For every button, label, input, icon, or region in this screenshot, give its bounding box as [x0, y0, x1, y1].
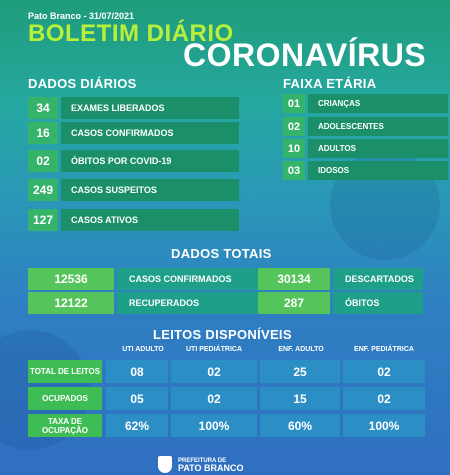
daily-row: [28, 122, 239, 144]
beds-cell: 08: [106, 360, 168, 383]
beds-cell: 60%: [260, 414, 340, 437]
bulletin-title: BOLETIM DIÁRIO: [28, 20, 234, 47]
daily-label: CASOS SUSPEITOS: [61, 179, 239, 201]
totals-label: CASOS CONFIRMADOS: [117, 268, 261, 290]
logo-line2: PATO BRANCO: [178, 462, 244, 473]
age-row: [283, 161, 448, 180]
age-row: [283, 117, 448, 136]
beds-cell: 100%: [171, 414, 257, 437]
beds-cell: 05: [106, 387, 168, 410]
bulletin-date: Pato Branco - 31/07/2021: [28, 11, 135, 21]
totals-value: 12536: [28, 268, 114, 290]
daily-value: 127: [28, 209, 58, 231]
daily-value: 249: [28, 179, 58, 201]
totals-value: 287: [258, 292, 330, 314]
beds-row-label: TOTAL DE LEITOS: [28, 360, 102, 383]
age-value: 03: [283, 161, 305, 180]
bulletin-subtitle: CORONAVÍRUS: [183, 37, 427, 73]
beds-cell: 100%: [343, 414, 425, 437]
daily-value: 16: [28, 122, 58, 144]
daily-value: 34: [28, 97, 58, 119]
daily-label: CASOS ATIVOS: [61, 209, 239, 231]
daily-row: [28, 97, 239, 119]
totals-section-title: DADOS TOTAIS: [171, 246, 272, 261]
totals-label: RECUPERADOS: [117, 292, 261, 314]
daily-label: EXAMES LIBERADOS: [61, 97, 239, 119]
logo-line1: PREFEITURA DE: [178, 457, 227, 464]
daily-value: 02: [28, 150, 58, 172]
age-value: 10: [283, 139, 305, 158]
beds-column-header: UTI ADULTO: [122, 346, 164, 353]
age-value: 02: [283, 117, 305, 136]
beds-cell: 15: [260, 387, 340, 410]
daily-row: [28, 150, 239, 172]
beds-column-header: ENF. ADULTO: [278, 346, 324, 353]
totals-item: [258, 268, 423, 290]
totals-value: 30134: [258, 268, 330, 290]
age-row: [283, 139, 448, 158]
beds-cell: 02: [171, 387, 257, 410]
totals-label: ÓBITOS: [333, 292, 423, 314]
totals-label: DESCARTADOS: [333, 268, 423, 290]
beds-column-header: ENF. PEDIÁTRICA: [354, 346, 414, 353]
prefeitura-logo: [158, 456, 244, 473]
totals-item: [28, 292, 261, 314]
daily-label: CASOS CONFIRMADOS: [61, 122, 239, 144]
beds-cell: 02: [343, 360, 425, 383]
totals-item: [258, 292, 423, 314]
age-label: CRIANÇAS: [308, 94, 448, 113]
age-label: IDOSOS: [308, 161, 448, 180]
beds-column-header: UTI PEDIÁTRICA: [186, 346, 242, 353]
daily-row: [28, 209, 239, 231]
beds-section-title: LEITOS DISPONÍVEIS: [153, 327, 292, 342]
daily-section-title: DADOS DIÁRIOS: [28, 76, 137, 91]
beds-row-label: TAXA DE OCUPAÇÃO: [28, 414, 102, 437]
beds-cell: 02: [343, 387, 425, 410]
totals-value: 12122: [28, 292, 114, 314]
beds-cell: 25: [260, 360, 340, 383]
daily-row: [28, 179, 239, 201]
age-row: [283, 94, 448, 113]
age-label: ADULTOS: [308, 139, 448, 158]
age-value: 01: [283, 94, 305, 113]
totals-item: [28, 268, 261, 290]
beds-cell: 02: [171, 360, 257, 383]
age-label: ADOLESCENTES: [308, 117, 448, 136]
age-section-title: FAIXA ETÁRIA: [283, 76, 377, 91]
beds-cell: 62%: [106, 414, 168, 437]
beds-row-label: OCUPADOS: [28, 387, 102, 410]
daily-label: ÓBITOS POR COVID-19: [61, 150, 239, 172]
crest-icon: [158, 456, 172, 473]
